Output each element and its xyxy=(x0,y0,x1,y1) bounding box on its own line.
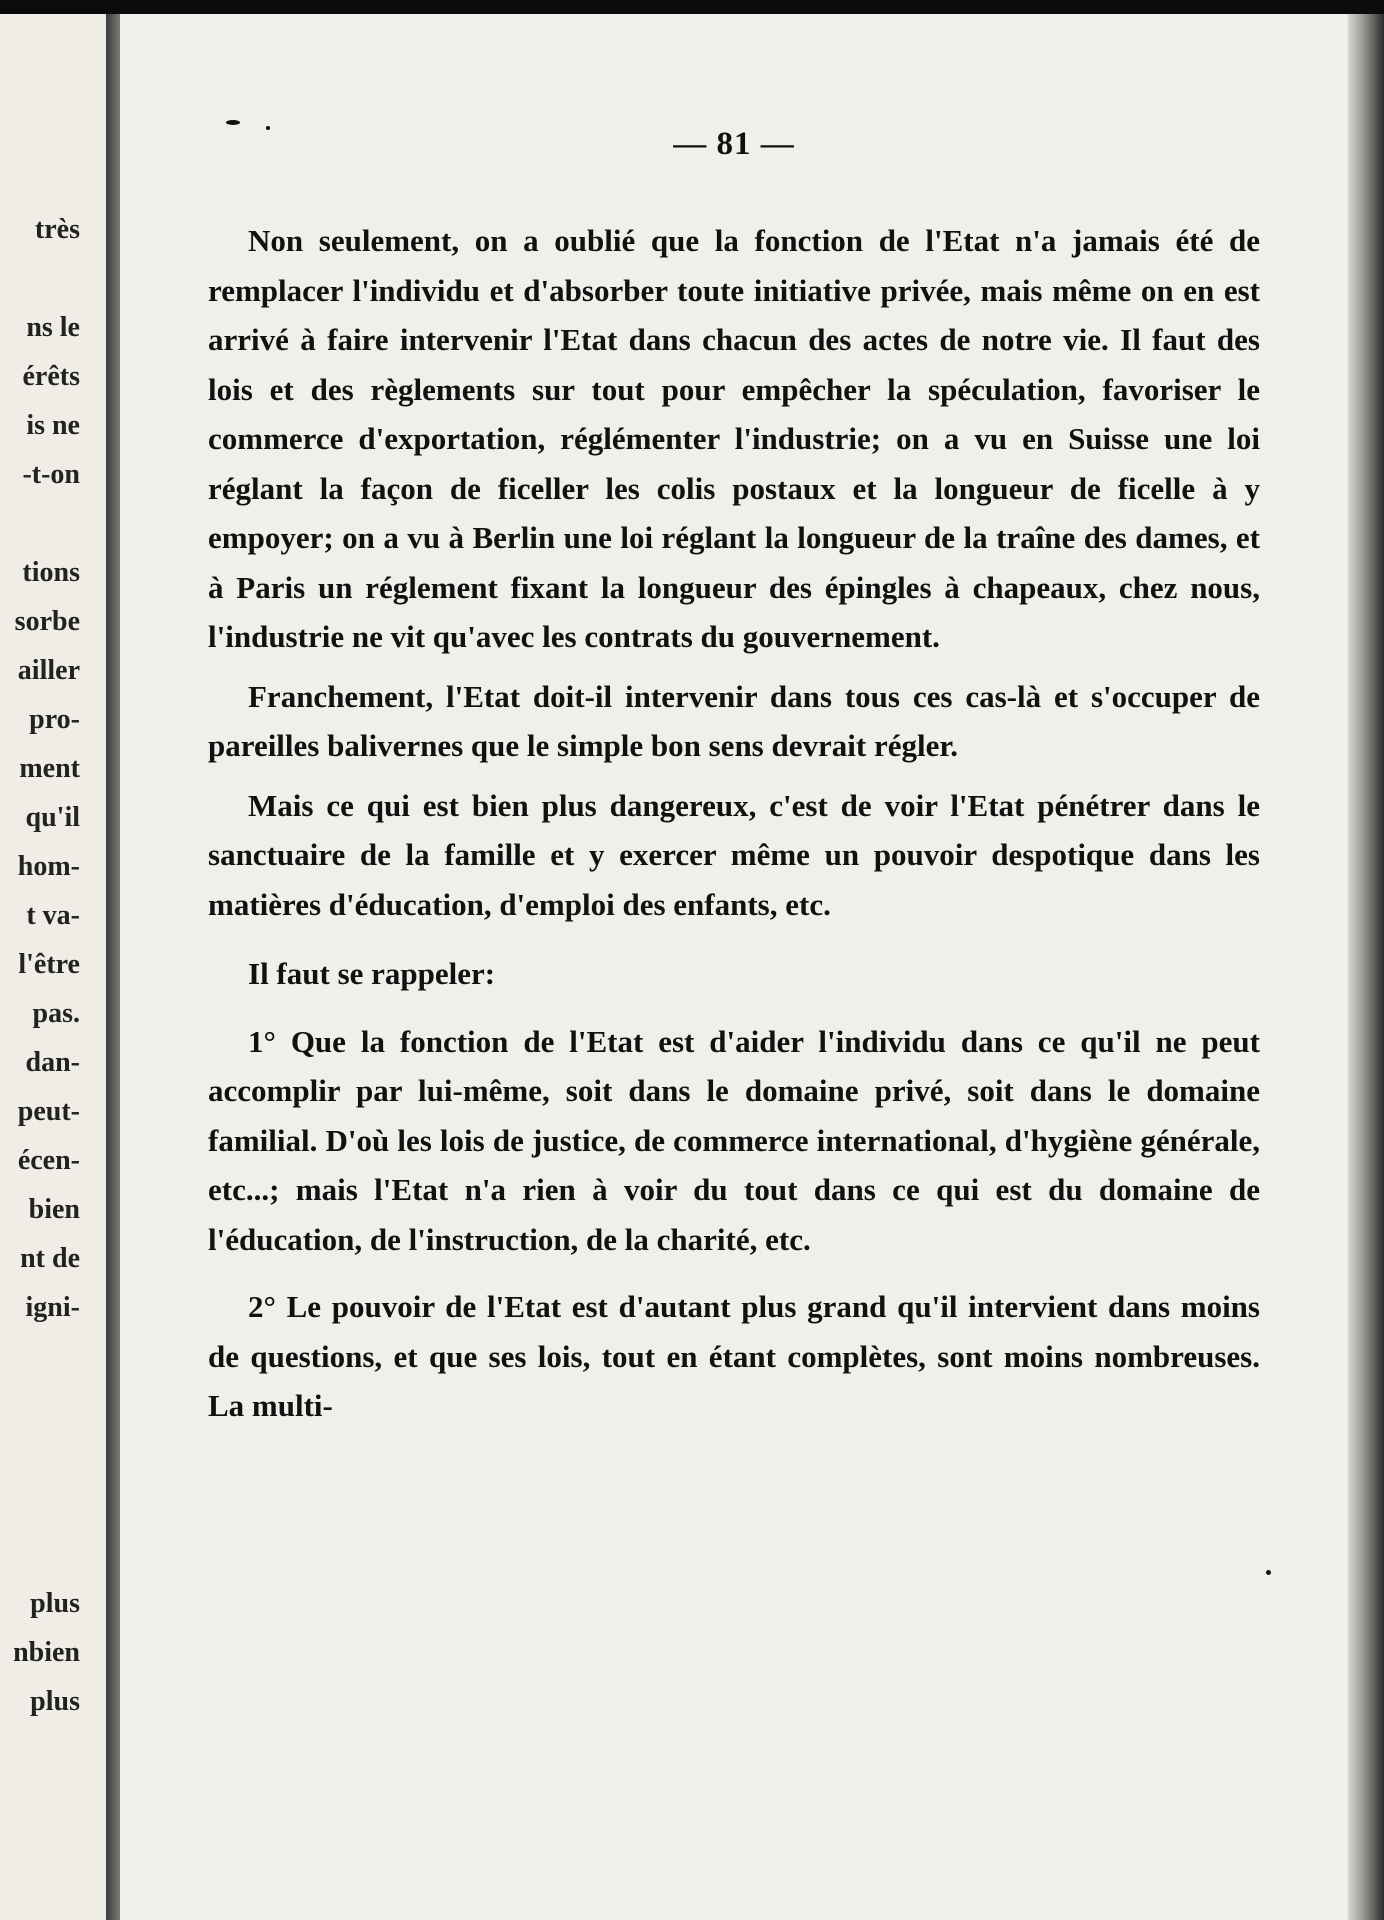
paragraph: Franchement, l'Etat doit-il intervenir dans tous ces cas-là et s'occuper de pareilles balivernes que le simple bon sens devrait régler. xyxy=(208,678,1260,763)
paragraph: 2° Le pouvoir de l'Etat est d'autant plus grand qu'il intervient dans moins de questions, et que ses lois, tout en étant complètes, sont moins nombreuses. La multi- xyxy=(208,1289,1260,1423)
paragraph: 1° Que la fonction de l'Etat est d'aider l'individu dans ce qu'il ne peut accomplir par lui-même, soit dans le domaine privé, soit dans le domaine familial. D'où les lois de justice, de commerce international, d'hygiène générale, etc...; mais l'Etat n'a rien à voir du tout dans ce qui est du domaine de l'éducation, de l'instruction, de la charité, etc. xyxy=(208,1023,1260,1257)
left-page-fragment: bien xyxy=(28,1194,80,1225)
left-page-fragment: peut- xyxy=(17,1096,80,1127)
left-page-fragment: nt de xyxy=(20,1243,80,1274)
page-edge-shadow xyxy=(1348,14,1384,1920)
left-page-fragment: plus xyxy=(30,1588,80,1619)
ink-speck xyxy=(226,120,240,125)
left-page-fragment: ment xyxy=(19,753,80,784)
left-page-fragment: pas. xyxy=(32,998,80,1029)
left-page-fragment: pro- xyxy=(29,704,80,735)
body-text xyxy=(208,216,1260,1431)
left-page-fragment: écen- xyxy=(17,1145,80,1176)
left-page-fragment: érêts xyxy=(22,361,80,392)
ink-speck xyxy=(1266,1570,1271,1575)
left-page-fragment: l'être xyxy=(18,949,80,980)
paragraph: Mais ce qui est bien plus dangereux, c'est de voir l'Etat pénétrer dans le sanctuaire de la famille et y exercer même un pouvoir despotique dans les matières d'éducation, d'emploi des enfants, etc. xyxy=(208,787,1260,922)
left-page-fragment: is ne xyxy=(26,410,80,441)
left-page-fragment: très xyxy=(34,214,80,245)
left-page-fragment: -t-on xyxy=(22,459,80,490)
left-page-fragment: plus xyxy=(30,1686,80,1717)
left-page-fragment: dan- xyxy=(25,1047,80,1078)
left-page-fragment: ailler xyxy=(17,655,80,686)
left-page-fragment: sorbe xyxy=(14,606,80,637)
paragraph: Non seulement, on a oublié que la fonction de l'Etat n'a jamais été de remplacer l'individu et d'absorber toute initiative privée, mais même on en est arrivé à faire intervenir l'Etat dans chacun des actes de notre vie. Il faut des lois et des règlements sur tout pour empêcher la spéculation, favoriser le commerce d'exportation, réglémenter l'industrie; on a vu en Suisse une loi réglant la façon de ficeller les colis postaux et la longueur de ficelle à y empoyer; on a vu à Berlin une loi réglant la longueur de la traîne des dames, et à Paris un réglement fixant la longueur des épingles à chapeaux, chez nous, l'industrie ne vit qu'avec les contrats du gouvernement. xyxy=(208,223,1260,654)
left-page-fragment: tions xyxy=(22,557,80,588)
left-page-edge xyxy=(0,14,106,1920)
book-gutter xyxy=(106,14,120,1920)
left-page-fragment: nbien xyxy=(13,1637,80,1668)
page-number: — 81 — xyxy=(673,126,795,162)
paragraph: Il faut se rappeler: xyxy=(248,956,496,991)
left-page-fragment: ns le xyxy=(26,312,80,343)
left-page-fragment: hom- xyxy=(17,851,80,882)
left-page-fragment: igni- xyxy=(25,1292,80,1323)
left-page-fragment: t va- xyxy=(26,900,80,931)
right-page xyxy=(120,14,1348,1920)
left-page-fragment: qu'il xyxy=(25,802,80,833)
